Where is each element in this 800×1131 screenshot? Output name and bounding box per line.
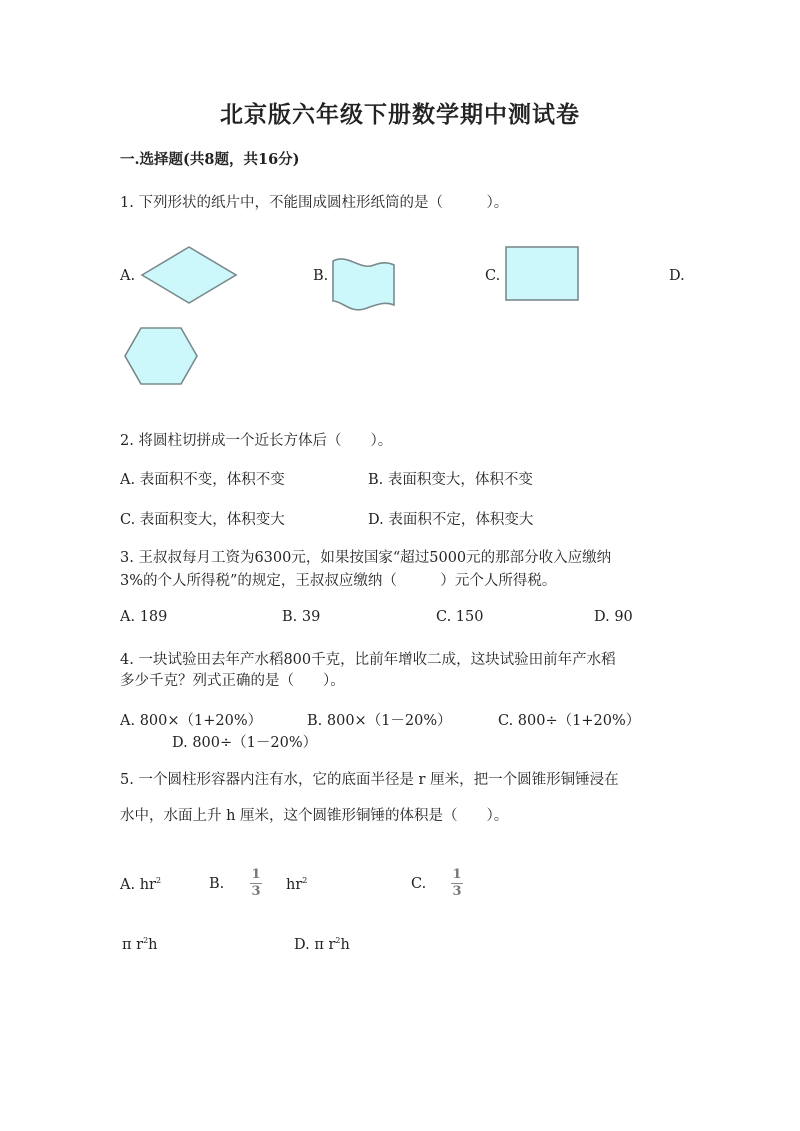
q1-rectangle-shape: [503, 245, 581, 303]
q1-option-c-label: C.: [485, 268, 501, 284]
q3-option-d: D. 90: [594, 609, 633, 625]
question-3-stem-line1: 3. 王叔叔每月工资为6300元，如果按国家“超过5000元的那部分收入应缴纳: [120, 550, 612, 566]
q1-wavy-shape: [330, 255, 400, 311]
section-heading: 一.选择题(共8题，共16分): [120, 151, 300, 168]
q5-option-d: D. π $r^2h$: [294, 936, 350, 953]
q1-option-b-label: B.: [313, 268, 329, 284]
question-1-stem: 1. 下列形状的纸片中，不能围成圆柱形纸筒的是（ ）。: [120, 195, 509, 211]
q2-option-b: B. 表面积变大，体积不变: [368, 472, 533, 488]
q4-option-c: C. 800÷（1+20%）: [498, 713, 641, 729]
q5-option-c-fraction: $\frac{1}{3}$: [452, 867, 462, 899]
q1-option-d-label: D.: [669, 268, 685, 284]
page-title: 北京版六年级下册数学期中测试卷: [220, 101, 580, 128]
question-5-stem-line1: 5. 一个圆柱形容器内注有水，它的底面半径是 r 厘米，把一个圆锥形铜锤浸在: [120, 772, 619, 788]
q5-option-c-label: C.: [411, 876, 427, 892]
q5-option-a: A. $hr^2$: [120, 876, 162, 893]
q5-option-b-tail: $hr^2$: [286, 876, 308, 893]
question-5-stem-line2: 水中，水面上升 h 厘米，这个圆锥形铜锤的体积是（ ）。: [120, 808, 509, 824]
q2-option-a: A. 表面积不变，体积不变: [120, 472, 285, 488]
q2-option-c: C. 表面积变大，体积变大: [120, 512, 285, 528]
q4-option-d: D. 800÷（1－20%）: [172, 735, 318, 751]
question-4-stem-line1: 4. 一块试验田去年产水稻800千克，比前年增收二成，这块试验田前年产水稻: [120, 652, 616, 668]
q5-option-b-label: B.: [209, 876, 225, 892]
q4-option-a: A. 800×（1+20%）: [120, 713, 263, 729]
q5-option-c-tail: π $r^2h$: [122, 936, 158, 953]
q5-option-b-fraction: $\frac{1}{3}$: [251, 867, 261, 899]
q3-option-c: C. 150: [436, 609, 484, 625]
q3-option-a: A. 189: [120, 609, 168, 625]
question-4-stem-line2: 多少千克？列式正确的是（ ）。: [120, 673, 345, 689]
q2-option-d: D. 表面积不定，体积变大: [368, 512, 534, 528]
question-2-stem: 2. 将圆柱切拼成一个近长方体后（ ）。: [120, 433, 393, 449]
q1-option-a-label: A.: [120, 268, 136, 284]
q4-option-b: B. 800×（1－20%）: [307, 713, 452, 729]
q1-rhombus-shape: [140, 245, 240, 305]
q3-option-b: B. 39: [282, 609, 321, 625]
question-3-stem-line2: 3%的个人所得税”的规定，王叔叔应缴纳（ ）元个人所得税。: [120, 573, 557, 589]
q1-hexagon-shape: [122, 325, 202, 387]
